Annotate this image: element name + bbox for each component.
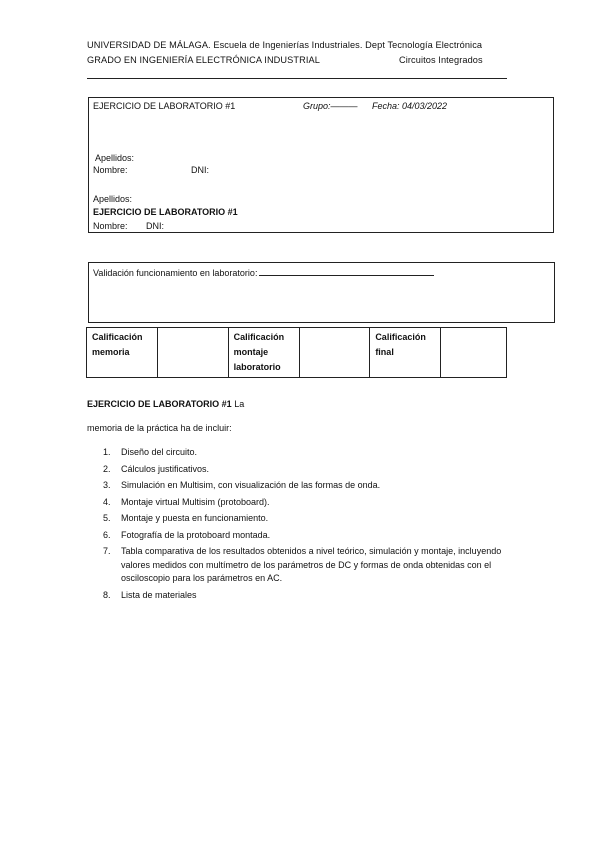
validation-label: Validación funcionamiento en laboratorio:: [93, 268, 258, 278]
grade-final-value: [441, 328, 507, 378]
header-institution: UNIVERSIDAD DE MÁLAGA. Escuela de Ingenierías Industriales. Dept Tecnología Electrónica: [87, 40, 483, 50]
header-degree: GRADO EN INGENIERÍA ELECTRÓNICA INDUSTRIAL: [87, 55, 320, 65]
nombre-label-2: Nombre:: [93, 221, 128, 231]
list-item: 2. Cálculos justificativos.: [103, 463, 210, 474]
fecha-label: Fecha: 04/03/2022: [372, 101, 448, 111]
body-heading: [87, 399, 244, 409]
body-heading-bold: EJERCICIO DE LABORATORIO #1: [87, 399, 232, 409]
validation-line: [93, 266, 434, 278]
list-item: 5. Montaje y puesta en funcionamiento.: [103, 513, 269, 523]
validation-box: [88, 262, 555, 323]
body-heading-rest: La: [234, 399, 245, 409]
form-title: EJERCICIO DE LABORATORIO #1: [93, 101, 236, 111]
list-item: 1. Diseño del circuito.: [103, 447, 198, 457]
dni-label-1: DNI:: [191, 165, 209, 175]
header-course: Circuitos Integrados: [399, 55, 483, 65]
validation-signature-line: [259, 266, 434, 276]
list-item: 3. Simulación en Multisim, con visualización de las formas de onda.: [103, 480, 381, 490]
grade-final-label: Calificación final: [370, 328, 441, 378]
header-divider: [87, 78, 507, 79]
grade-montaje-value: [299, 328, 370, 378]
grades-table: [86, 327, 507, 378]
grade-memoria-value: [157, 328, 228, 378]
requirements-list: [103, 446, 523, 605]
grade-memoria-label: Calificación memoria: [87, 328, 158, 378]
list-item: 6. Fotografía de la protoboard montada.: [103, 529, 271, 540]
body-intro: memoria de la práctica ha de incluir:: [87, 423, 232, 433]
grade-montaje-label: Calificación montaje laboratorio: [228, 328, 299, 378]
apellidos-label-2: Apellidos:: [93, 194, 133, 204]
list-item: 8. Lista de materiales: [103, 589, 197, 600]
form-title-2: EJERCICIO DE LABORATORIO #1: [93, 207, 238, 217]
nombre-label-1: Nombre:: [93, 165, 128, 175]
list-item: 4. Montaje virtual Multisim (protoboard).: [103, 496, 270, 507]
dni-label-2: DNI:: [146, 221, 164, 231]
apellidos-label-1: Apellidos:: [95, 153, 135, 163]
student-info-box: [88, 97, 554, 233]
list-item: 7. Tabla comparativa de los resultados obtenidos a nivel teórico, simulación y montaje, incluyendo valores medidos con multímetro de los parámetros de DC y formas de onda obtenidas con el osciloscopio para los parámetros en AC.: [103, 546, 502, 583]
grades-row: [87, 328, 507, 378]
grupo-label: Grupo:———: [303, 101, 358, 111]
